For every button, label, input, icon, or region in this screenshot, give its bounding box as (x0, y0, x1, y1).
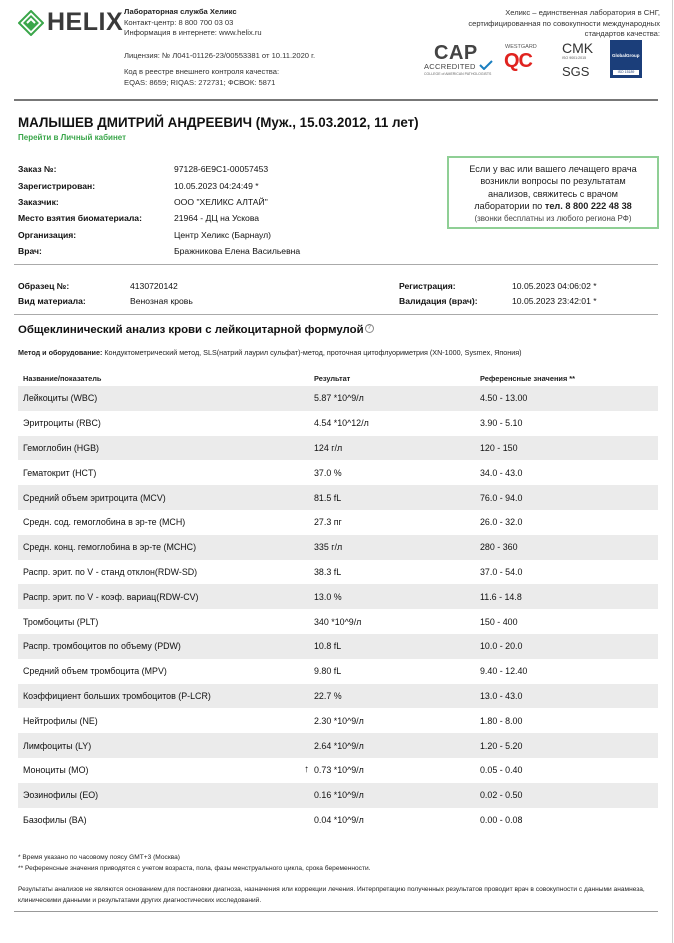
result-value: 124 г/л (314, 442, 343, 453)
method-info (18, 348, 522, 357)
test-result (304, 517, 468, 527)
results-table (18, 371, 658, 832)
test-name: Гемоглобин (HGB) (23, 442, 99, 453)
test-name: Эозинофилы (EO) (23, 790, 99, 801)
qc-text: QC (504, 50, 532, 72)
test-name: Средн. сод. гемоглобина в эр-те (MCH) (23, 517, 186, 528)
test-name: Распр. тромбоцитов по объему (PDW) (23, 641, 181, 652)
order-label: Организация: (18, 229, 77, 240)
sgs-text: SGS (562, 64, 590, 79)
reference-range: 0.02 - 0.50 (480, 790, 523, 801)
sample-label: Вид материала: (18, 296, 86, 307)
order-value: Центр Хеликс (Барнаул) (174, 229, 272, 240)
order-row (18, 177, 300, 193)
reference-range: 11.6 - 14.8 (480, 591, 522, 602)
method-label: Метод и оборудование: (18, 348, 103, 357)
globalgroup-text: GlobalGroup (612, 53, 640, 58)
sample-label: Образец №: (18, 280, 70, 291)
order-row (18, 243, 300, 259)
test-result (304, 716, 468, 726)
table-row (18, 485, 658, 510)
result-value: 2.64 *10^9/л (314, 740, 364, 751)
test-name: Моноциты (MO) (23, 765, 89, 776)
table-row (18, 436, 658, 461)
table-row (18, 584, 658, 609)
test-result (304, 666, 468, 676)
table-row (18, 808, 658, 833)
notice-line: Если у вас или вашего лечащего врача (469, 164, 637, 174)
license: Лицензия: № Л041-01126-23/00553381 от 10.11.2020 г. (124, 50, 316, 60)
result-value: 2.30 *10^9/л (314, 715, 364, 726)
test-result (304, 765, 468, 775)
result-value: 38.3 fL (314, 566, 342, 577)
notice-line (449, 200, 657, 212)
reference-range: 34.0 - 43.0 (480, 467, 523, 478)
test-name: Средний объем тромбоцита (MPV) (23, 666, 167, 677)
test-result (304, 468, 468, 478)
analysis-title-text: Общеклинический анализ крови с лейкоцитарной формулой (18, 324, 364, 336)
table-row (18, 411, 658, 436)
order-value: 97128-6E9C1-00057453 (174, 164, 269, 175)
result-value: 4.54 *10^12/л (314, 418, 369, 429)
cmk-text: CMK (562, 40, 594, 56)
sample-label: Регистрация: (399, 280, 456, 291)
test-name: Лейкоциты (WBC) (23, 393, 98, 404)
test-name: Гематокрит (HCT) (23, 467, 97, 478)
notice-line: (звонки бесплатны из любого региона РФ) (474, 213, 632, 223)
order-row (18, 227, 300, 243)
divider (14, 99, 658, 101)
test-result (304, 542, 468, 552)
result-value: 10.8 fL (314, 641, 342, 652)
notice-text: лаборатории по (474, 201, 545, 212)
certification-logos (424, 40, 660, 82)
order-value: 21964 - ДЦ на Ускова (174, 213, 260, 224)
sample-value: 4130720142 (130, 280, 178, 291)
help-icon[interactable]: ? (365, 324, 374, 333)
reference-range: 280 - 360 (480, 542, 518, 553)
result-value: 5.87 *10^9/л (314, 393, 364, 404)
reference-range: 1.20 - 5.20 (480, 740, 523, 751)
cap-accredited-text: ACCREDITED (424, 62, 476, 71)
test-result (304, 691, 468, 701)
iso-9001-text: ISO 9001:2015 (562, 56, 587, 60)
website-info: Информация в интернете: www.helix.ru (124, 28, 262, 37)
lab-name: Лабораторная служба Хеликс (124, 7, 237, 16)
sample-row (399, 294, 597, 310)
cap-accredited-logo (424, 42, 494, 76)
order-row (18, 210, 300, 226)
reference-range: 0.05 - 0.40 (480, 765, 523, 776)
sample-row (18, 278, 193, 294)
table-row (18, 634, 658, 659)
reference-range: 37.0 - 54.0 (480, 566, 523, 577)
test-result (304, 641, 468, 651)
order-label: Заказчик: (18, 196, 59, 207)
table-row (18, 708, 658, 733)
order-row (18, 161, 300, 177)
reference-range: 150 - 400 (480, 616, 518, 627)
sample-info (18, 278, 193, 309)
test-name: Базофилы (BA) (23, 814, 87, 825)
order-label: Место взятия биоматериала: (18, 213, 142, 224)
test-name: Средн. конц. гемоглобина в эр-те (MCHC) (23, 542, 197, 553)
test-name: Коэффициент больших тромбоцитов (P-LCR) (23, 690, 211, 701)
test-name: Распр. эрит. по V - станд отклон(RDW-SD) (23, 566, 198, 577)
result-value: 340 *10^9/л (314, 616, 362, 627)
test-result (304, 418, 468, 428)
helix-logo (18, 8, 123, 37)
method-value: Кондуктометрический метод, SLS(натрий лаурил сульфат)-метод, проточная цитофлуориметрия (XN-1000, Sysmex, Япония) (102, 348, 522, 357)
reference-range: 4.50 - 13.00 (480, 393, 528, 404)
footnotes (18, 852, 371, 874)
table-row (18, 758, 658, 783)
test-result (304, 815, 468, 825)
divider (14, 264, 658, 265)
lab-info (124, 7, 315, 88)
order-label: Зарегистрирован: (18, 180, 96, 191)
westgard-text: WESTGARD (505, 44, 537, 50)
order-value: ООО "ХЕЛИКС АЛТАЙ" (174, 196, 268, 207)
reference-range: 3.90 - 5.10 (480, 418, 523, 429)
header-reference: Референсные значения ** (480, 374, 576, 383)
globalgroup-logo (610, 40, 642, 78)
test-name: Нейтрофилы (NE) (23, 715, 98, 726)
contact-center: Контакт-центр: 8 800 700 03 03 (124, 17, 234, 27)
divider (14, 911, 658, 912)
test-name: Лимфоциты (LY) (23, 740, 92, 751)
test-name: Распр. эрит. по V - коэф. вариац(RDW-CV) (23, 591, 199, 602)
sample-label: Валидация (врач): (399, 296, 478, 307)
header-result: Результат (314, 374, 351, 383)
results-header (18, 371, 658, 386)
table-row (18, 684, 658, 709)
cap-text: CAP (434, 42, 478, 64)
order-label: Врач: (18, 246, 42, 257)
doctor-contact-notice (447, 156, 659, 229)
reference-range: 26.0 - 32.0 (480, 517, 523, 528)
result-value: 13.0 % (314, 591, 342, 602)
reference-range: 13.0 - 43.0 (480, 690, 523, 701)
test-result (304, 493, 468, 503)
divider (14, 314, 658, 315)
sample-dates (399, 278, 597, 309)
cert-line: сертифицированная по совокупности международных (468, 18, 660, 28)
order-details (18, 161, 300, 259)
result-value: 0.16 *10^9/л (314, 790, 364, 801)
logo-text: HELIX (47, 8, 124, 36)
table-row (18, 733, 658, 758)
order-row (18, 194, 300, 210)
test-result (304, 790, 468, 800)
sample-row (18, 294, 193, 310)
result-value: 22.7 % (314, 690, 342, 701)
time-footnote: * Время указано по часовому поясу GMT+3 (Москва) (18, 854, 180, 861)
result-value: 0.04 *10^9/л (314, 814, 364, 825)
sample-row (399, 278, 597, 294)
test-name: Средний объем эритроцита (MCV) (23, 492, 166, 503)
order-value: 10.05.2023 04:24:49 * (174, 180, 259, 191)
result-value: 9.80 fL (314, 666, 342, 677)
reference-range: 0.00 - 0.08 (480, 814, 523, 825)
certification-text (400, 8, 660, 40)
analysis-title (18, 324, 374, 336)
westgard-qc-logo (504, 44, 544, 80)
order-label: Заказ №: (18, 164, 57, 175)
cmk-sgs-logo (560, 40, 600, 80)
test-name: Эритроциты (RBC) (23, 418, 101, 429)
lab-phone: тел. 8 800 222 48 38 (544, 201, 632, 212)
reference-range: 10.0 - 20.0 (480, 641, 523, 652)
reference-footnote: ** Референсные значения приводятся с учетом возраста, пола, фазы менструального цикла, срока беременности. (18, 865, 371, 873)
registry-code: Код в реестре внешнего контроля качества: (124, 67, 280, 76)
reference-range: 1.80 - 8.00 (480, 715, 523, 726)
test-result (304, 617, 468, 627)
table-row (18, 535, 658, 560)
table-row (18, 783, 658, 808)
helix-logo-icon (18, 10, 44, 36)
table-row (18, 460, 658, 485)
test-result (304, 741, 468, 751)
order-value: Бражникова Елена Васильевна (174, 246, 301, 257)
result-value: 27.3 пг (314, 517, 342, 528)
cert-line: Хеликс – единственная лаборатория в СНГ, (505, 8, 660, 17)
test-name: Тромбоциты (PLT) (23, 616, 99, 627)
checkmark-icon (479, 60, 493, 70)
notice-line: анализов, свяжитесь с врачом (487, 188, 619, 199)
result-value: 37.0 % (314, 467, 342, 478)
sample-value: Венозная кровь (130, 296, 193, 307)
disclaimer: Результаты анализов не являются основанием для постановки диагноза, назначения или коррекции лечения. Интерпретацию полученных результатов проводит врач в совокупности с данными анамнеза, клиническими данными и результатами других диагностических исследований. (18, 886, 645, 904)
sample-value: 10.05.2023 23:42:01 * (512, 296, 597, 307)
personal-cabinet-link[interactable]: Перейти в Личный кабинет (18, 133, 127, 142)
notice-line: возникли вопросы по результатам (480, 176, 626, 187)
test-result (304, 567, 468, 577)
cert-line: стандартов качества: (584, 29, 660, 38)
reference-range: 76.0 - 94.0 (480, 492, 523, 503)
table-row (18, 659, 658, 684)
cap-college-text: COLLEGE of AMERICAN PATHOLOGISTS (424, 72, 492, 76)
test-result (304, 592, 468, 602)
reference-range: 120 - 150 (480, 442, 518, 453)
test-result (304, 393, 468, 403)
table-row (18, 386, 658, 411)
result-value: 0.73 *10^9/л (314, 765, 364, 776)
table-row (18, 609, 658, 634)
registry-values: EQAS: 8659; RIQAS: 272731; ФСВОК: 5871 (124, 77, 276, 87)
iso-15189-text: ISO 15189 (613, 70, 639, 75)
table-row (18, 560, 658, 585)
reference-range: 9.40 - 12.40 (480, 666, 528, 677)
table-row (18, 510, 658, 535)
sample-value: 10.05.2023 04:06:02 * (512, 280, 597, 291)
test-result (304, 443, 468, 453)
arrow-up-icon: ↑ (304, 764, 309, 776)
header-name: Название/показатель (23, 374, 102, 383)
result-value: 81.5 fL (314, 492, 342, 503)
result-value: 335 г/л (314, 542, 343, 553)
patient-name: МАЛЫШЕВ ДМИТРИЙ АНДРЕЕВИЧ (Муж., 15.03.2012, 11 лет) (18, 115, 419, 130)
